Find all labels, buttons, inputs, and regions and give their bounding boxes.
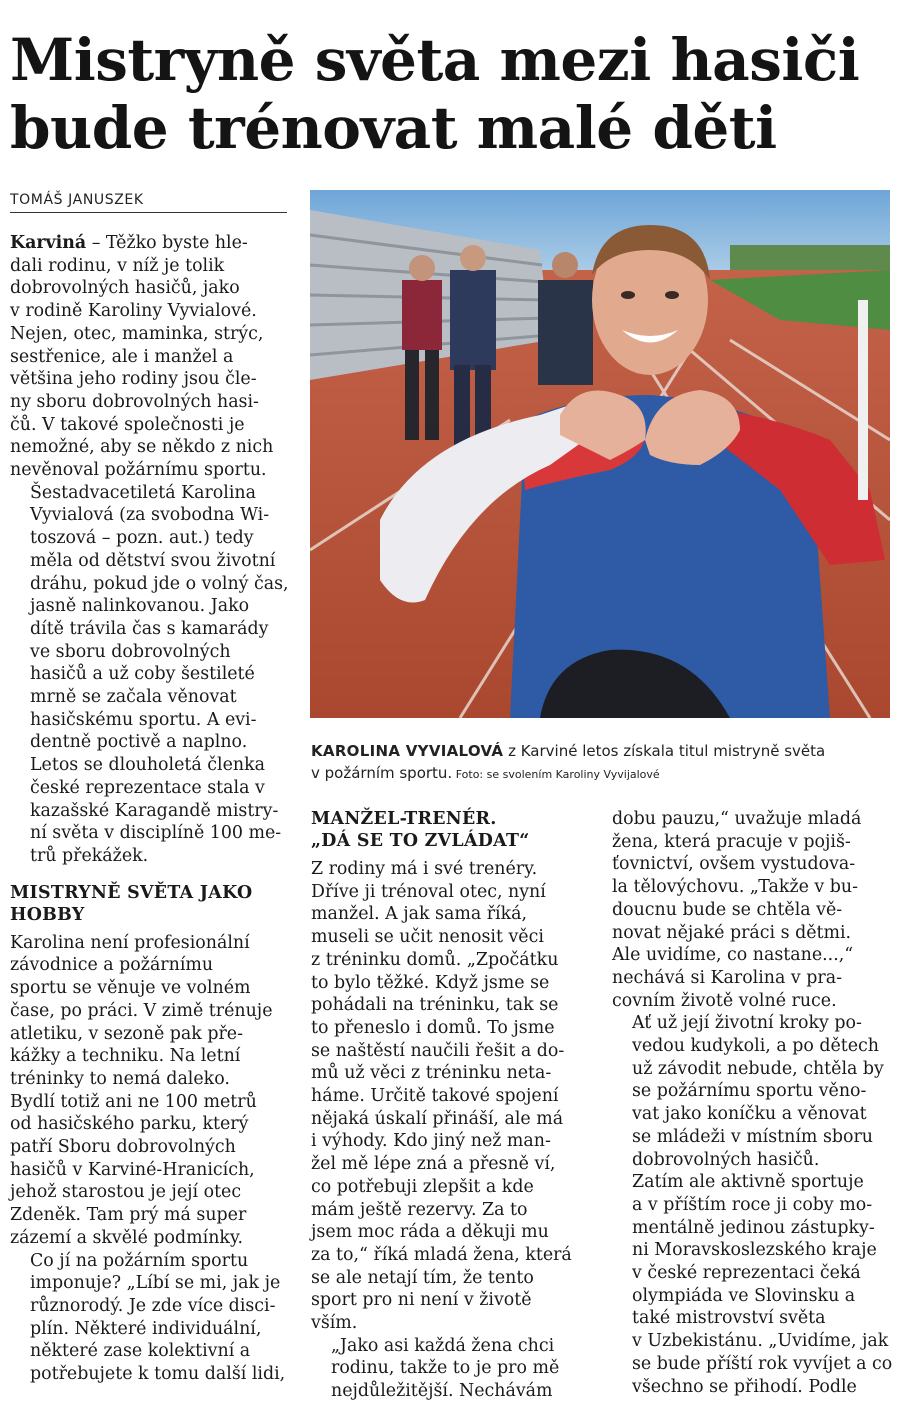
text-line: co potřebuji zlepšit a kde [311, 1176, 534, 1197]
dateline: Karviná [10, 233, 87, 253]
text-line: kážky a techniku. Na letní [10, 1046, 241, 1067]
text-line: vedou kudykoli, a po dětech [632, 1036, 880, 1057]
text-line: kazašské Karagandě mistry- [30, 800, 279, 821]
article-photo [310, 190, 890, 718]
text-line: dobu pauzu,“ uvažuje mladá [612, 809, 862, 829]
subheading-line: MANŽEL-TRENÉR. [311, 809, 497, 829]
text-line: ve sboru dobrovolných [30, 641, 231, 662]
text-line: háme. Určitě takové spojení [311, 1086, 559, 1107]
subheading-line: HOBBY [10, 904, 85, 925]
paragraph [612, 1012, 890, 1171]
text-line: nevěnoval požárnímu sportu. [10, 460, 267, 481]
text-line: to přeneslo i domů. To jsme [311, 1017, 555, 1038]
text-line: se mládeži v místním sboru [632, 1126, 873, 1147]
text-line: se naštěstí naučili řešit a do- [311, 1040, 565, 1061]
text-line: Karolina není profesionální [10, 932, 250, 953]
caption-text: v požárním sportu. [311, 764, 453, 782]
paragraph [612, 1171, 893, 1398]
text-line: novat nějaké práci s dětmi. [612, 922, 852, 943]
text-line: se požárnímu sportu věno- [632, 1081, 867, 1102]
text-line: už závodit nebude, chtěla by [632, 1058, 884, 1079]
article-column-2 [311, 808, 581, 1403]
text-line: mů už věci z tréninku neta- [311, 1063, 552, 1084]
text-line: imponuje? „Líbí se mi, jak je [30, 1273, 281, 1294]
text-line: se ale netají tím, že tento [311, 1267, 534, 1288]
text-line: Vyvialová (za svobodna Wi- [30, 505, 270, 526]
text-line: jehož starostou je její otec [10, 1182, 242, 1203]
paragraph [311, 1335, 581, 1403]
text-line: dali rodinu, v níž je tolik [10, 255, 225, 276]
text-line: ni Moravskoslezského kraje [632, 1240, 877, 1261]
text-line: ny sboru dobrovolných hasi- [10, 391, 259, 412]
caption-subject-name: KAROLINA VYVIALOVÁ [311, 742, 504, 760]
article-column-3 [612, 808, 893, 1398]
text-line: Bydlí totiž ani ne 100 metrů [10, 1091, 257, 1112]
text-line: mrně se začala věnovat [30, 687, 237, 708]
text-line: některé zase kolektivní a [30, 1341, 251, 1362]
text-line: jsem moc ráda a děkuji mu [311, 1222, 549, 1243]
text-line: se bude příští rok vyvíjet a co [632, 1353, 893, 1374]
paragraph [10, 482, 290, 868]
text-line: hasičů v Karviné-Hranicích, [10, 1159, 255, 1180]
text-line: zázemí a skvělé podmínky. [10, 1227, 243, 1248]
text-line: Dříve ji trénoval otec, nyní [311, 881, 546, 902]
text-line: Letos se dlouholetá členka [30, 755, 265, 776]
photo-caption [311, 740, 890, 786]
photo-credit: Foto: se svolením Karoliny Vyvijalové [452, 768, 660, 781]
text-line: také mistrovství světa [632, 1308, 826, 1329]
text-line: žena, která pracuje v pojiš- [612, 831, 851, 852]
text-line: nemožné, aby se někdo z nich [10, 437, 274, 458]
text-line: sport pro ni není v životě [311, 1290, 532, 1311]
text-line [10, 232, 290, 255]
text-line: pohádali na tréninku, tak se [311, 995, 559, 1016]
text-line: Nejen, otec, maminka, strýc, [10, 323, 264, 344]
text-line-fragment: – Těžko byste hle- [86, 233, 248, 253]
text-line: Z rodiny má i své trenéry. [311, 859, 538, 879]
text-line: dráhu, pokud jde o volný čas, [30, 573, 289, 594]
text-line: potřebujete k tomu další lidi, [30, 1364, 286, 1385]
text-line: a v příštím roce ji coby mo- [632, 1194, 873, 1215]
text-line: čase, po práci. V zimě trénuje [10, 1000, 273, 1021]
text-line: manžel. A jak sama říká, [311, 904, 528, 925]
text-line: trů překážek. [30, 845, 149, 866]
author-byline: TOMÁŠ JANUSZEK [10, 192, 287, 213]
text-line: čů. V takové společnosti je [10, 414, 245, 435]
text-line: nejdůležitější. Nechávám [331, 1381, 553, 1402]
text-line: mentálně jedinou zástupky- [632, 1217, 875, 1238]
paragraph [311, 858, 581, 1335]
text-line: závodnice a požárnímu [10, 955, 214, 976]
headline-line-2: bude trénovat malé děti [10, 94, 777, 162]
paragraph [10, 1250, 290, 1386]
article-column-1 [10, 232, 290, 1386]
text-line: dítě trávila čas s kamarády [30, 618, 269, 639]
text-line: ní světa v disciplíně 100 me- [30, 823, 282, 844]
text-line: od hasičského parku, který [10, 1114, 249, 1135]
text-line: Co jí na požárním sportu [30, 1250, 249, 1271]
text-line: všechno se přihodí. Podle [632, 1376, 857, 1397]
section-subheading [311, 808, 581, 852]
text-line: sportu se věnuje ve volném [10, 978, 251, 999]
text-line: dobrovolných hasičů. [632, 1149, 820, 1170]
text-line: dobrovolných hasičů, jako [10, 278, 240, 299]
text-line: nějaká úskalí přináší, ale má [311, 1108, 564, 1129]
text-line: toszová – pozn. aut.) tedy [30, 528, 254, 549]
subheading-line: „DÁ SE TO ZVLÁDAT“ [311, 831, 530, 851]
text-line: nechává si Karolina v pra- [612, 967, 842, 988]
text-line: v Uzbekistánu. „Uvidíme, jak [632, 1331, 889, 1352]
section-subheading [10, 882, 290, 926]
text-line: vším. [311, 1313, 358, 1334]
text-line: z tréninku domů. „Zpočátku [311, 949, 559, 970]
text-line: rodinu, takže to je pro mě [331, 1358, 560, 1379]
text-line: dentně poctivě a naplno. [30, 732, 248, 753]
text-line: Ať už její životní kroky po- [632, 1013, 862, 1034]
text-line: jasně nalinkovanou. Jako [30, 596, 250, 617]
text-line: to bylo těžké. Když jsme se [311, 972, 550, 993]
text-line: la tělovýchovu. „Takže v bu- [612, 877, 858, 898]
text-line: různorodý. Je zde více disci- [30, 1295, 276, 1316]
text-line: sestřenice, ale i manžel a [10, 346, 234, 367]
text-line: za to,“ říká mladá žena, která [311, 1244, 572, 1265]
text-line: tréninky to nemá daleko. [10, 1068, 230, 1089]
subheading-line: MISTRYNĚ SVĚTA JAKO [10, 882, 253, 903]
text-line: vat jako koníčku a věnovat [632, 1104, 867, 1125]
text-line: atletiku, v sezoně pak pře- [10, 1023, 243, 1044]
text-line: Zdeněk. Tam prý má super [10, 1205, 247, 1226]
text-line: české reprezentace stala v [30, 777, 265, 798]
headline-line-1: Mistryně světa mezi hasiči [10, 26, 860, 94]
paragraph-intro [10, 232, 290, 482]
text-line: patří Sboru dobrovolných [10, 1137, 236, 1158]
text-line: v rodině Karoliny Vyvialové. [10, 301, 257, 322]
text-line: většina jeho rodiny jsou čle- [10, 369, 257, 390]
text-line: plín. Některé individuální, [30, 1318, 262, 1339]
caption-text: z Karviné letos získala titul mistryně světa [503, 742, 826, 760]
text-line: žel mě lépe zná a přesně ví, [311, 1154, 556, 1175]
caption-line [311, 740, 890, 762]
paragraph [10, 932, 290, 1250]
headline [10, 26, 890, 162]
text-line: Zatím ale aktivně sportuje [632, 1172, 864, 1193]
text-line: covním životě volné ruce. [612, 990, 837, 1011]
text-line: Ale uvidíme, co nastane...,“ [612, 945, 854, 966]
text-line: hasičskému sportu. A evi- [30, 709, 257, 730]
text-line: mám ještě rezervy. Za to [311, 1199, 528, 1220]
text-line: ťovnictví, ovšem vystudova- [612, 854, 856, 875]
text-line: museli se učit nenosit věci [311, 927, 544, 948]
caption-line [311, 762, 890, 786]
text-line: měla od dětství svou životní [30, 550, 276, 571]
text-line: Šestadvacetiletá Karolina [30, 482, 256, 503]
text-line: „Jako asi každá žena chci [331, 1335, 555, 1356]
text-line: olympiáda ve Slovinsku a [632, 1285, 856, 1306]
text-line: doucnu bude se chtěla vě- [612, 899, 843, 920]
paragraph [612, 808, 890, 1012]
text-line: hasičů a už coby šestileté [30, 664, 255, 685]
text-line: i výhody. Kdo jiný než man- [311, 1131, 551, 1152]
text-line: v české reprezentaci čeká [632, 1263, 861, 1284]
